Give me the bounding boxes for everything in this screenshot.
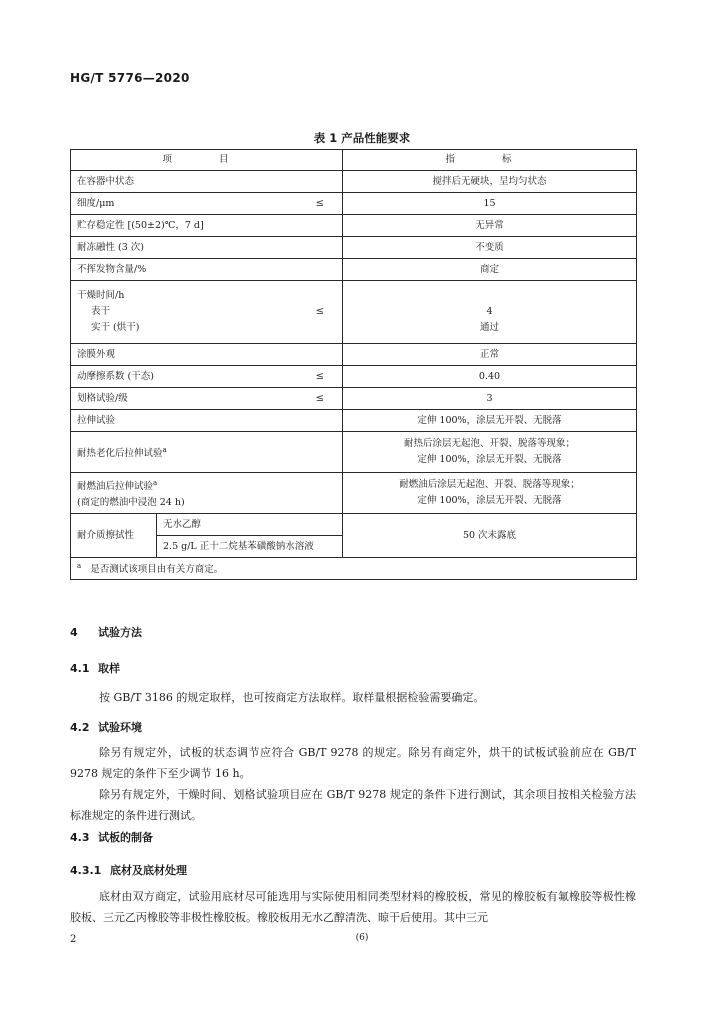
footer-mark: (6) [355, 933, 369, 943]
table-row [71, 215, 637, 237]
section-4-2-paragraph-1: 除另有规定外，试板的状态调节应符合 GB/T 9278 的规定。除另有商定外，烘干的试板试验前应在 GB/T 9278 规定的条件下至少调节 16 h。 [70, 746, 636, 780]
row-item: 耐燃油后拉伸试验$^a$ (商定的燃油中浸泡 24 h) [71, 473, 343, 514]
row-value: 搅拌后无硬块，呈均匀状态 [343, 171, 637, 193]
table-title: 表 1 产品性能要求 [313, 131, 411, 145]
table-row [71, 388, 637, 410]
table-row [71, 171, 637, 193]
section-4-2-heading: 4.2 试验环境 [70, 721, 142, 734]
row-item: ≤ 划格试验/级 [71, 388, 343, 410]
row-value: 50 次未露底 [343, 514, 637, 558]
standard-code: HG/T 5776—2020 [70, 71, 190, 85]
row-item: 拉伸试验 [71, 410, 343, 432]
row-value: 3 [343, 388, 637, 410]
table-row [71, 473, 637, 514]
row-item: 贮存稳定性 [(50±2)℃，7 d] [71, 215, 343, 237]
table-row [71, 410, 637, 432]
row-subitem: 无水乙醇 [157, 514, 343, 536]
section-4-3-heading: 4.3 试板的制备 [70, 831, 153, 844]
row-item: 干燥时间/h ≤ 表干 实干 (烘干) [71, 281, 343, 344]
row-value: 商定 [343, 259, 637, 281]
table-row [71, 344, 637, 366]
section-4-3-1-text: 底材由双方商定，试验用底材尽可能选用与实际使用相同类型材料的橡胶板，常见的橡胶板有氟橡胶等极性橡胶板、三元乙丙橡胶等非极性橡胶板。橡胶板用无水乙醇清洗、晾干后使用。其中三元 [70, 890, 636, 924]
section-4-3-1-heading: 4.3.1 底材及底材处理 [70, 864, 187, 877]
table-row [71, 514, 637, 536]
section-4-1-text: 按 GB/T 3186 的规定取样，也可按商定方法取样。取样量根据检验需要确定。 [99, 691, 485, 704]
column-header-index: 指 标 [343, 150, 637, 171]
table-row [71, 366, 637, 388]
row-item: 涂膜外观 [71, 344, 343, 366]
table-row [71, 281, 637, 344]
section-4-heading: 4 试验方法 [70, 626, 142, 639]
table-row [71, 432, 637, 473]
row-item: 耐冻融性 (3 次) [71, 237, 343, 259]
row-item: ≤ 动摩擦系数 (干态) [71, 366, 343, 388]
row-value: 0.40 [343, 366, 637, 388]
row-item: ≤ 细度/μm [71, 193, 343, 215]
row-value: 正常 [343, 344, 637, 366]
performance-requirements-table [70, 149, 637, 580]
section-4-1-heading: 4.1 取样 [70, 662, 120, 675]
table-note-row [71, 558, 637, 580]
column-header-item: 项 目 [71, 150, 343, 171]
table-row [71, 237, 637, 259]
row-value: 定伸 100%，涂层无开裂、无脱落 [343, 410, 637, 432]
row-value: 不变质 [343, 237, 637, 259]
row-item: 在容器中状态 [71, 171, 343, 193]
lte-symbol: ≤ [315, 197, 324, 209]
row-item: 耐热老化后拉伸试验$^a$ [71, 432, 343, 473]
table-row [71, 259, 637, 281]
section-4-2-paragraph-2: 除另有规定外，干燥时间、划格试验项目应在 GB/T 9278 规定的条件下进行测试，其余项目按相关检验方法标准规定的条件进行测试。 [70, 788, 636, 822]
lte-symbol: ≤ [315, 392, 324, 404]
row-value: 耐燃油后涂层无起泡、开裂、脱落等现象； 定伸 100%，涂层无开裂、无脱落 [343, 473, 637, 514]
row-item: 不挥发物含量/% [71, 259, 343, 281]
lte-symbol: ≤ [315, 370, 324, 382]
row-value: 耐热后涂层无起泡、开裂、脱落等现象； 定伸 100%，涂层无开裂、无脱落 [343, 432, 637, 473]
row-item: 耐介质擦拭性 [71, 514, 157, 558]
table-row [71, 193, 637, 215]
row-value: 15 [343, 193, 637, 215]
row-subitem: 2.5 g/L 正十二烷基苯磺酸钠水溶液 [157, 536, 343, 558]
row-value: 无异常 [343, 215, 637, 237]
lte-symbol: ≤ [315, 306, 324, 317]
row-value: 4 通过 [343, 281, 637, 344]
page-number: 2 [70, 934, 77, 945]
table-header-row [71, 150, 637, 171]
table-footnote: $^a$ 是否测试该项目由有关方商定。 [71, 558, 637, 580]
